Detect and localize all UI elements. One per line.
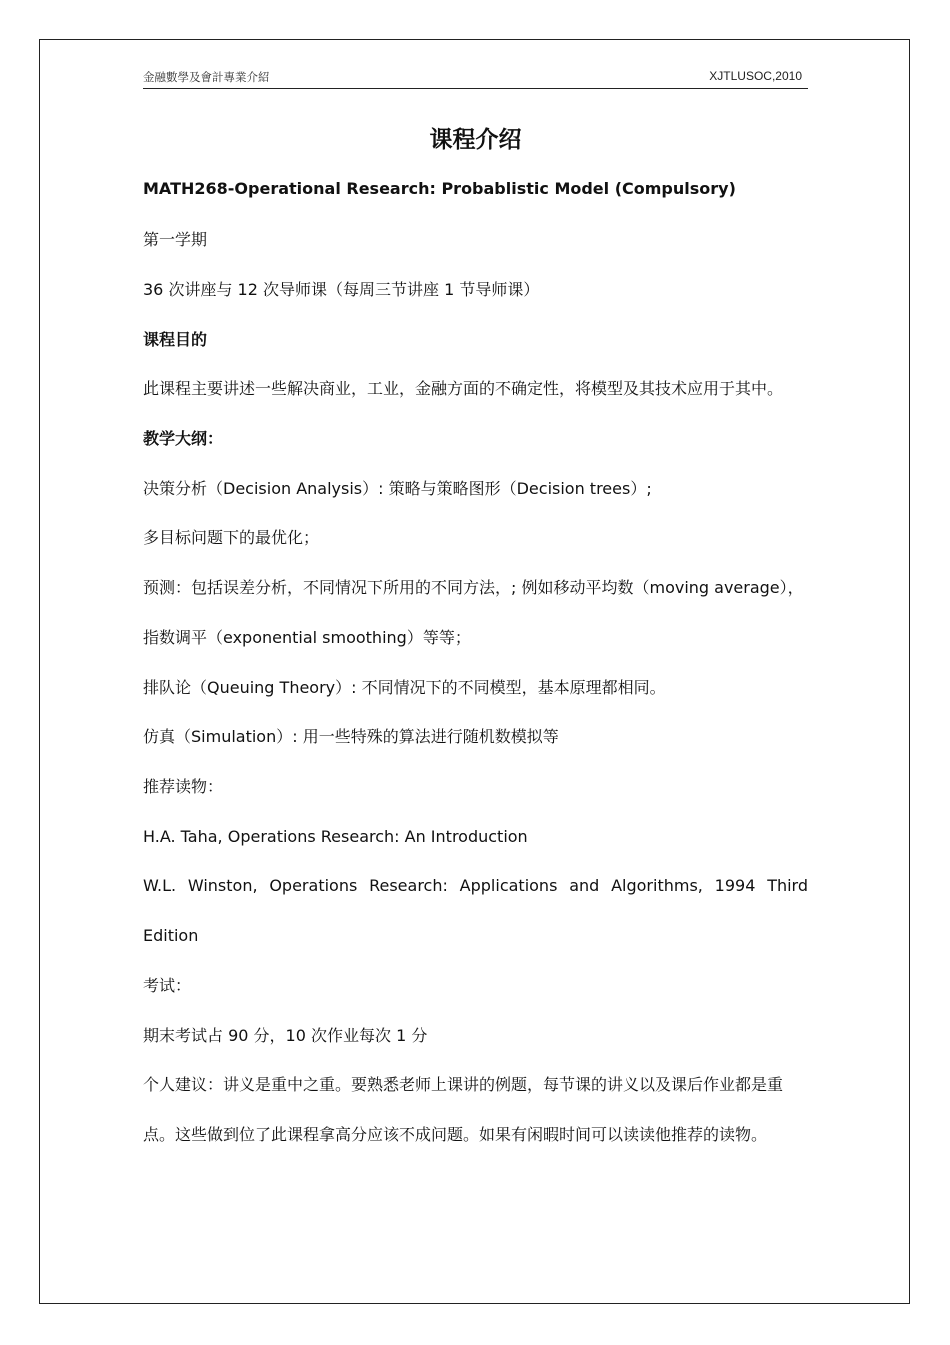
- page-header: [143, 67, 808, 89]
- course-code: MATH268-Operational Research: Probablistic Model (Compulsory): [143, 179, 736, 198]
- syllabus-item: 仿真（Simulation）: 用一些特殊的算法进行随机数模拟等: [143, 727, 559, 746]
- exam-text: 期末考试占 90 分，10 次作业每次 1 分: [143, 1026, 428, 1045]
- advice-text: 个人建议：讲义是重中之重。要熟悉老师上课讲的例题，每节课的讲义以及课后作业都是重: [143, 1075, 784, 1094]
- reading-book-2-continued: Edition: [143, 926, 199, 945]
- purpose-text: 此课程主要讲述一些解决商业，工业，金融方面的不确定性，将模型及其技术应用于其中。: [143, 379, 784, 398]
- syllabus-heading: 教学大纲：: [143, 429, 224, 448]
- syllabus-item: 多目标问题下的最优化；: [143, 528, 320, 547]
- syllabus-item: 决策分析（Decision Analysis）: 策略与策略图形（Decision trees）;: [143, 479, 652, 498]
- exam-heading: 考试：: [143, 976, 192, 995]
- syllabus-item: 指数调平（exponential smoothing）等等；: [143, 628, 471, 647]
- sessions: 36 次讲座与 12 次导师课（每周三节讲座 1 节导师课）: [143, 280, 540, 299]
- reading-heading: 推荐读物：: [143, 777, 224, 796]
- purpose-heading: 课程目的: [143, 330, 208, 349]
- semester: 第一学期: [143, 230, 208, 249]
- syllabus-item: 排队论（Queuing Theory）: 不同情况下的不同模型，基本原理都相同。: [143, 678, 666, 697]
- header-org-year: XJTLUSOC,2010: [709, 69, 802, 83]
- header-title: 金融數學及會計專業介紹: [143, 70, 270, 84]
- syllabus-item: 预测：包括误差分析，不同情况下所用的不同方法，; 例如移动平均数（moving average），: [143, 578, 804, 597]
- advice-text-continued: 点。这些做到位了此课程拿高分应该不成问题。如果有闲暇时间可以读读他推荐的读物。: [143, 1125, 768, 1144]
- reading-book-2: W.L. Winston, Operations Research: Applications and Algorithms, 1994 Third: [143, 876, 808, 895]
- page-title: 课程介绍: [429, 127, 522, 153]
- reading-book-1: H.A. Taha, Operations Research: An Introduction: [143, 827, 528, 846]
